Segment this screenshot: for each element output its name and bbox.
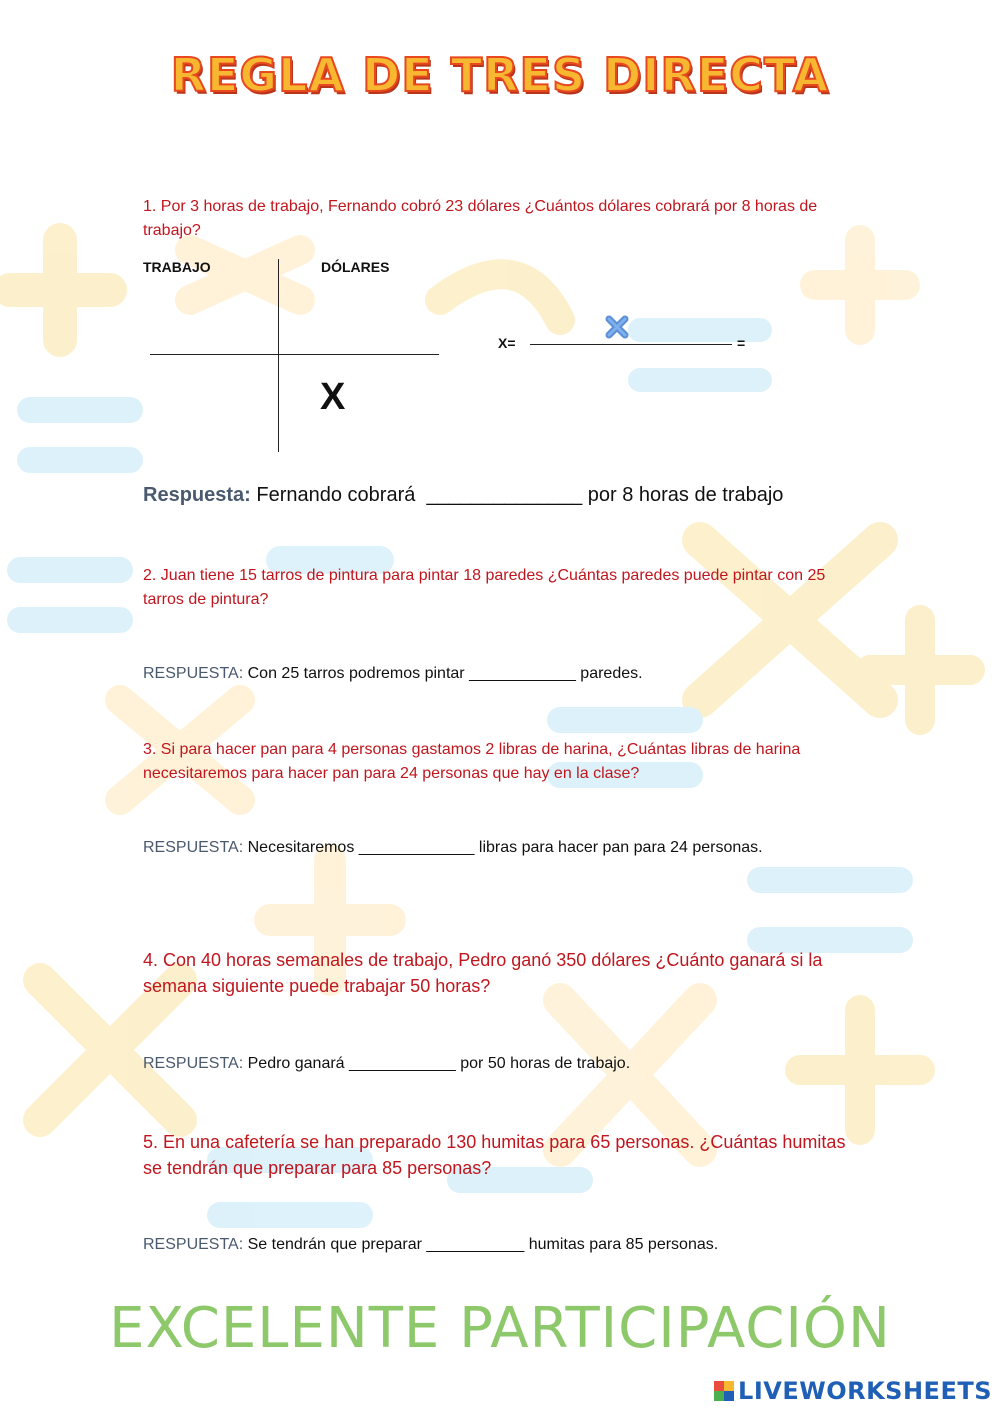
question-1: 1. Por 3 horas de trabajo, Fernando cobró 23 dólares ¿Cuántos dólares cobrará por 8 horas de trabajo?: [143, 198, 818, 239]
page-title: REGLA DE TRES DIRECTA: [170, 48, 830, 102]
table-horizontal-divider: [150, 354, 439, 355]
unknown-x-label: X: [320, 376, 346, 418]
answer-label: Respuesta:: [143, 484, 251, 506]
answer-3: [143, 839, 903, 857]
table-vertical-divider: [278, 259, 279, 452]
answer-2: [143, 665, 903, 683]
answer-label: RESPUESTA:: [143, 839, 244, 856]
answer-label: RESPUESTA:: [143, 665, 244, 682]
answer-1: [143, 484, 783, 507]
formula-label: X=: [498, 335, 516, 351]
multiply-icon[interactable]: [604, 314, 630, 340]
answer-text: Necesitaremos _____________ libras para hacer pan para 24 personas.: [243, 839, 763, 856]
logo-icon: [714, 1381, 734, 1401]
formula-equals: =: [737, 335, 746, 351]
liveworksheets-logo[interactable]: [714, 1377, 992, 1405]
answer-label: RESPUESTA:: [143, 1055, 244, 1072]
answer-text: Se tendrán que preparar ___________ humitas para 85 personas.: [243, 1236, 719, 1253]
fraction-line: [530, 344, 732, 345]
answer-text: Pedro ganará ____________ por 50 horas de trabajo.: [243, 1055, 631, 1072]
question-3: 3. Si para hacer pan para 4 personas gastamos 2 libras de harina, ¿Cuántas libras de harina necesitaremos para hacer pan para 24 personas que hay en la clase?: [143, 741, 801, 782]
answer-5: [143, 1236, 903, 1254]
answer-text: Con 25 tarros podremos pintar ____________ paredes.: [243, 665, 643, 682]
column-header-trabajo: TRABAJO: [143, 259, 211, 275]
footer-message: EXCELENTE PARTICIPACIÓN: [109, 1296, 891, 1361]
question-4: 4. Con 40 horas semanales de trabajo, Pedro ganó 350 dólares ¿Cuánto ganará si la semana siguiente puede trabajar 50 horas?: [143, 950, 823, 996]
question-2: 2. Juan tiene 15 tarros de pintura para pintar 18 paredes ¿Cuántas paredes puede pintar con 25 tarros de pintura?: [143, 567, 826, 608]
logo-text: LIVEWORKSHEETS: [738, 1377, 992, 1405]
question-5: 5. En una cafetería se han preparado 130 humitas para 65 personas. ¿Cuántas humitas se tendrán que preparar para 85 personas?: [143, 1132, 846, 1178]
answer-text: Fernando cobrará ______________ por 8 horas de trabajo: [250, 484, 784, 506]
answer-4: [143, 1055, 903, 1073]
column-header-dolares: DÓLARES: [321, 259, 390, 275]
answer-label: RESPUESTA:: [143, 1236, 244, 1253]
